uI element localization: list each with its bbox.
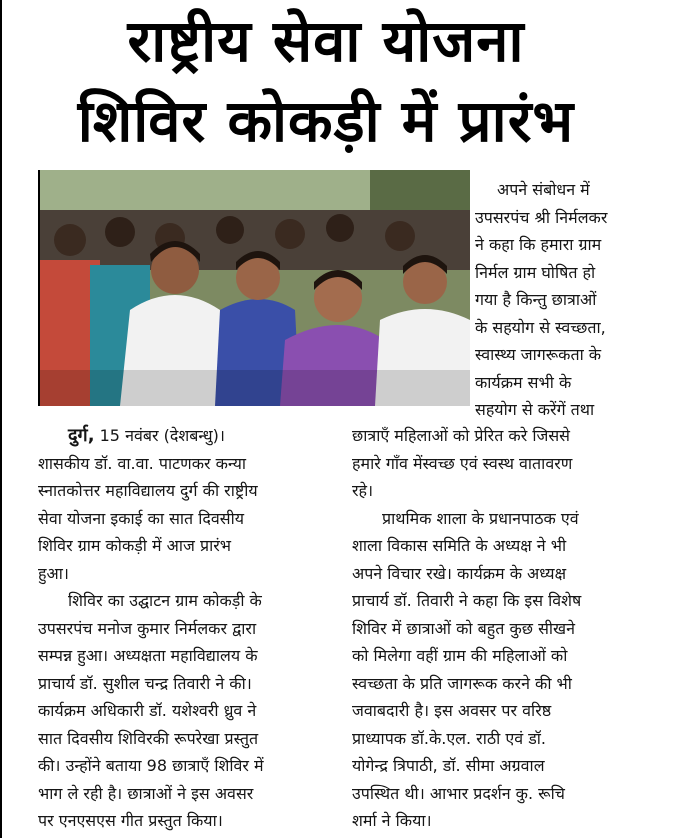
text-line: शर्मा ने किया।: [352, 811, 432, 830]
text-line: छात्राएँ महिलाओं को प्रेरित करे जिससे: [352, 426, 570, 445]
text-line: उपसरपंच मनोज कुमार निर्मलकर द्वारा: [38, 618, 257, 638]
text-line: शिविर ग्राम कोकड़ी में आज प्रारंभ: [38, 536, 232, 555]
text-line: ने कहा कि हमारा ग्राम: [475, 235, 602, 254]
article-column-left: [38, 422, 338, 835]
text-line: उपसरपंच श्री निर्मलकर: [475, 207, 608, 227]
text-line: स्वच्छता के प्रति जागरूक करने की भी: [352, 673, 572, 693]
text-line: सम्पन्न हुआ। अध्यक्षता महाविद्यालय के: [38, 646, 258, 665]
text-line: कार्यक्रम सभी के: [475, 372, 572, 392]
text-line: जवाबदारी है। इस अवसर पर वरिष्ठ: [352, 701, 552, 720]
dateline-city: दुर्ग,: [68, 425, 95, 446]
article-column-right-top: [475, 176, 665, 424]
text-line: को मिलेगा वहीं ग्राम की महिलाओं को: [352, 646, 568, 665]
text-line: निर्मल ग्राम घोषित हो: [475, 262, 596, 282]
text-line: योगेन्द्र त्रिपाठी, डॉ. सीमा अग्रवाल: [352, 756, 545, 775]
text-line: प्राचार्य डॉ. सुशील चन्द्र तिवारी ने की।: [38, 673, 252, 693]
text-line: सहयोग से करेंगें तथा: [475, 400, 595, 419]
text-line: उपस्थित थी। आभार प्रदर्शन कु. रूचि: [352, 783, 565, 803]
text-line: हुआ।: [38, 563, 69, 583]
text-line: शिविर का उद्घाटन ग्राम कोकड़ी के: [68, 591, 262, 610]
text-line: प्राचार्य डॉ. तिवारी ने कहा कि इस विशेष: [352, 591, 582, 610]
headline-line-1: राष्ट्रीय सेवा योजना: [127, 7, 525, 75]
text-line: सेवा योजना इकाई का सात दिवसीय: [38, 508, 245, 528]
page-left-rule: [0, 0, 2, 838]
text-line: कार्यक्रम अधिकारी डॉ. यशेश्वरी ध्रुव ने: [38, 701, 257, 720]
text-line: हमारे गाँव मेंस्वच्छ एवं स्वस्थ वातावरण: [352, 453, 573, 473]
text-line: भाग ले रही है। छात्राओं ने इस अवसर: [38, 783, 254, 803]
text-line: गया है किन्तु छात्राओं: [475, 290, 597, 309]
dateline: [38, 422, 338, 450]
students-photo-illustration: [40, 170, 470, 406]
text-line: की। उन्होंने बताया 98 छात्राएँ शिविर में: [38, 756, 264, 775]
text-line: अपने विचार रखे। कार्यक्रम के अध्यक्ष: [352, 563, 567, 583]
text-line: रहे।: [352, 481, 374, 500]
text-line: स्नातकोत्तर महाविद्यालय दुर्ग की राष्ट्रीय: [38, 481, 258, 500]
text-line: शिविर में छात्राओं को बहुत कुछ सीखने: [352, 618, 575, 638]
text-line: पर एनएसएस गीत प्रस्तुत किया।: [38, 811, 223, 830]
article-column-right: [352, 422, 652, 835]
news-photo: [38, 170, 470, 406]
text-line: प्राध्यापक डॉ.के.एल. राठी एवं डॉ.: [352, 728, 547, 748]
text-line: शासकीय डॉ. वा.वा. पाटणकर कन्या: [38, 453, 247, 473]
headline-line-2: शिविर कोकड़ी में प्रारंभ: [77, 87, 575, 155]
text-line: सात दिवसीय शिविरकी रूपरेखा प्रस्तुत: [38, 728, 259, 748]
text-line: शाला विकास समिति के अध्यक्ष ने भी: [352, 536, 567, 555]
text-line: प्राथमिक शाला के प्रधानपाठक एवं: [382, 508, 579, 528]
dateline-source: 15 नवंबर (देशबन्धु)।: [94, 426, 225, 445]
text-line: स्वास्थ्य जागरूकता के: [475, 345, 602, 364]
text-line: अपने संबोधन में: [497, 180, 590, 199]
text-line: के सहयोग से स्वच्छता,: [475, 317, 606, 337]
